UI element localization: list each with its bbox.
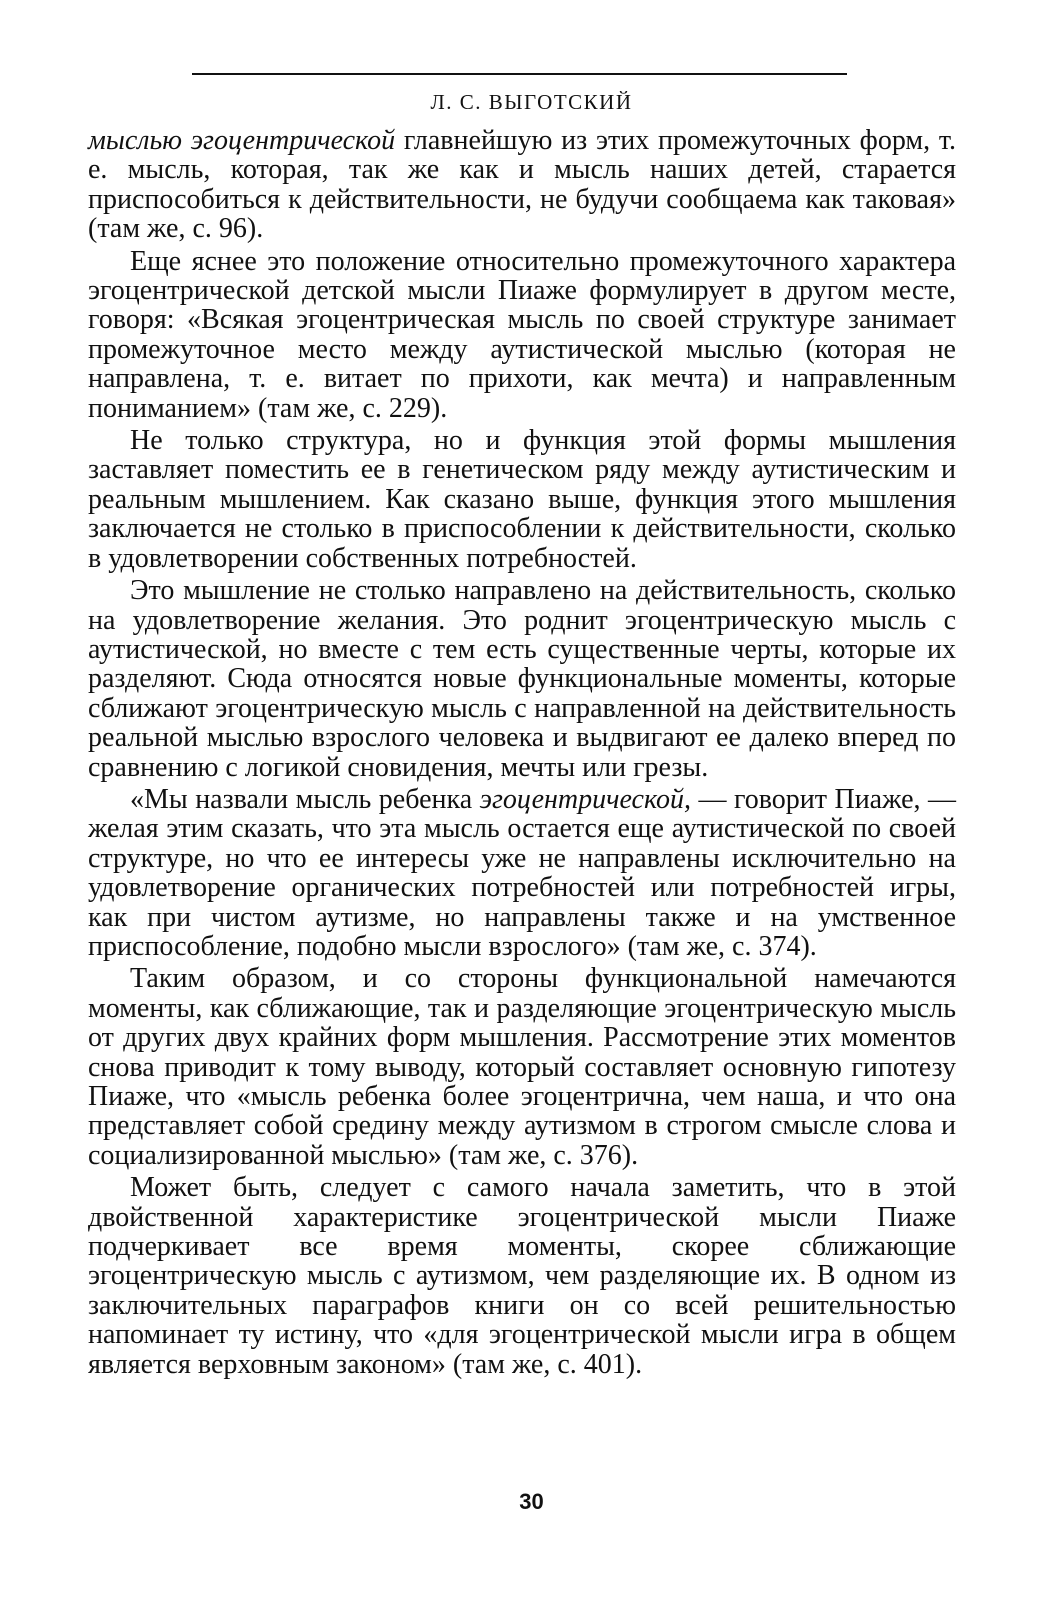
- paragraph-1-italic: мыслью эгоцентрической: [88, 125, 396, 156]
- running-title: Л. С. ВЫГОТСКИЙ: [430, 90, 633, 114]
- paragraph-6: Таким образом, и со стороны функциональной намечаются моменты, как сближающие, так и разделяющие эгоцентрическую мысль от других двух крайних форм мышления. Рассмотрение этих моментов снова приводит к тому выводу, который составляет основную гипотезу Пиаже, что «мысль ребенка более эгоцентрична, чем наша, и что она представляет собой средину между аутизмом в строгом смысле слова и социализированной мыслью» (там же, с. 376).: [88, 963, 956, 1171]
- header-rule: [192, 73, 847, 75]
- paragraph-5: [88, 785, 956, 961]
- paragraph-2: Еще яснее это положение относительно промежуточного характера эгоцентрической детской мысли Пиаже формулирует в другом месте, говоря: «Всякая эгоцентрическая мысль по своей структуре занимает промежуточное место между аутистической мыслью (которая не направлена, т. е. витает по прихоти, как мечта) и направленным пониманием» (там же, с. 229).: [88, 245, 956, 424]
- body-text: [88, 126, 956, 1379]
- paragraph-5-text-start: «Мы назвали мысль ребенка: [130, 783, 480, 815]
- paragraph-3: Не только структура, но и функция этой формы мышления заставляет поместить ее в генетическом ряду между аутистическим и реальным мышлением. Как сказано выше, функция этого мышления заключается не столько в приспособлении к действительности, сколько в удовлетворении собственных потребностей.: [88, 425, 956, 574]
- paragraph-7: Может быть, следует с самого начала заметить, что в этой двойственной характеристике эгоцентрической мысли Пиаже подчеркивает все время моменты, скорее сближающие эгоцентрическую мысль с аутизмом, чем разделяющие их. В одном из заключительных параграфов книги он со всей решительностью напоминает ту истину, что «для эгоцентрической мысли игра в общем является верховным законом» (там же, с. 401).: [88, 1172, 956, 1380]
- page-number: 30: [519, 1489, 544, 1514]
- paragraph-5-text-end: — говорит Пиаже, — желая этим сказать, что эта мысль остается еще аутистической по своей структуре, но что ее интересы уже не направлены исключительно на удовлетворение органических потребностей или потребностей игры, как при чистом аутизме, но направлены также и на умственное приспособление, подобно мысли взрослого» (там же, с. 374).: [88, 783, 956, 962]
- paragraph-5-italic: эгоцентрической,: [479, 783, 691, 815]
- paragraph-4: Это мышление не столько направлено на действительность, сколько на удовлетворение желания. Это роднит эгоцентрическую мысль с аутистической, но вместе с тем есть существенные черты, которые их разделяют. Сюда относятся новые функциональные моменты, которые сближают эгоцентрическую мысль с направленной на действительность реальной мыслью взрослого человека и выдвигают ее далеко вперед по сравнению с логикой сновидения, мечты или грезы.: [88, 575, 956, 783]
- paragraph-1: [88, 126, 956, 244]
- paragraph-1-text: главнейшую из этих промежуточных форм, т. е. мысль, которая, так же как и мысль наших детей, старается приспособиться к действительности, не будучи сообщаема как таковая» (там же, с. 96).: [88, 125, 956, 245]
